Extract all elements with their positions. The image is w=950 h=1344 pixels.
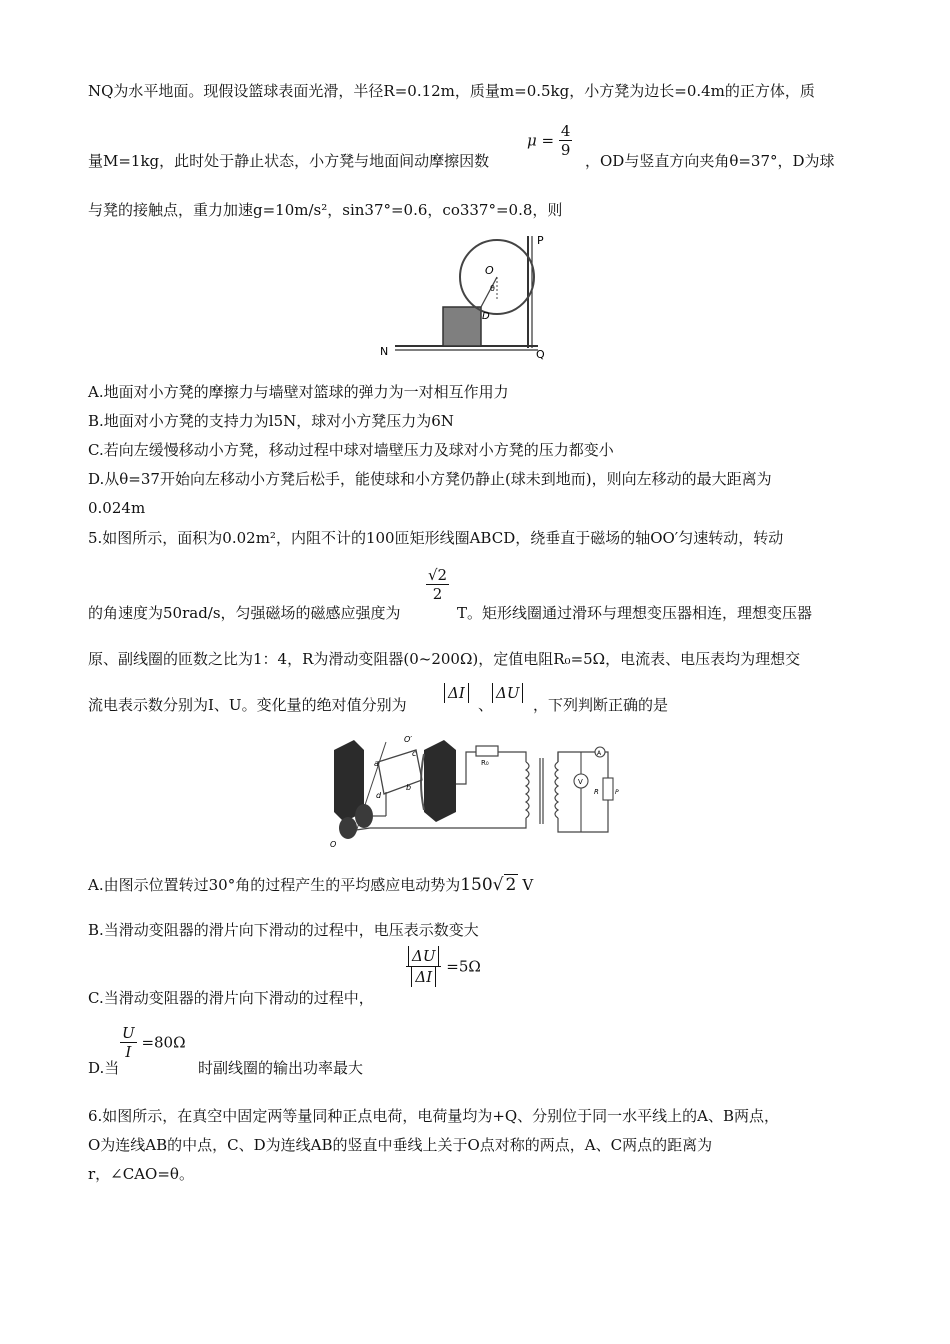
brush-2 <box>356 828 370 830</box>
wire-top <box>456 752 526 784</box>
ui-numerator: U <box>122 1024 135 1042</box>
ratio-numerator: ΔU <box>408 946 439 966</box>
mu-denominator: 9 <box>560 141 571 159</box>
q5-text-line-4b: ，下列判断正确的是 <box>533 696 669 714</box>
ratio-denominator: ΔI <box>411 967 436 987</box>
magnet-right <box>424 740 456 822</box>
q5-option-d-tail: 时副线圈的输出功率最大 <box>198 1059 364 1077</box>
label-ammeter: A <box>597 750 602 757</box>
label-o-bottom: O <box>330 840 337 849</box>
q6-text-line-1: 6.如图所示，在真空中固定两等量同种正点电荷，电荷量均为+Q、分别位于同一水平线上的A、B两点， <box>88 1107 780 1125</box>
mu-symbol: μ = <box>527 131 555 150</box>
b-fraction <box>426 566 449 603</box>
secondary-coil <box>555 762 558 818</box>
label-c: c <box>412 749 417 758</box>
label-d: D <box>482 311 490 322</box>
q5-option-d-text: D.当 <box>88 1059 120 1077</box>
ratio-fraction <box>406 946 441 987</box>
resistor-r0 <box>476 746 498 756</box>
generator-circuit-figure <box>326 732 626 850</box>
label-a: a <box>374 759 379 768</box>
q4-option-d-line-2: 0.024m <box>88 499 146 517</box>
b-denominator: 2 <box>426 584 449 603</box>
label-theta: θ <box>490 284 495 293</box>
slip-ring-2 <box>339 817 357 839</box>
ui-fraction <box>120 1024 137 1061</box>
q5-text-line-2b: T。矩形线圈通过滑环与理想变压器相连，理想变压器 <box>457 604 813 622</box>
mu-numerator: 4 <box>560 122 571 140</box>
ui-denominator: I <box>120 1042 137 1061</box>
q4-option-c: C.若向左缓慢移动小方凳，移动过程中球对墙壁压力及球对小方凳的压力都变小 <box>88 441 614 459</box>
pole-face <box>421 754 424 810</box>
delta-separator: 、 <box>478 696 494 714</box>
q5-text-line-2a: 的角速度为50rad/s，匀强磁场的磁感应强度为 <box>88 604 401 622</box>
q4-text-line-2b: ，OD与竖直方向夹角θ=37°，D为球 <box>585 152 835 170</box>
label-q: Q <box>536 348 545 361</box>
radical-sign: √ <box>492 875 504 895</box>
mu-formula <box>527 122 572 159</box>
label-b: b <box>406 783 412 792</box>
label-p: P <box>537 234 544 247</box>
q5-option-a-text: A.由图示位置转过30°角的过程产生的平均感应电动势为 <box>88 876 461 894</box>
b-formula <box>426 566 449 603</box>
label-voltmeter: V <box>578 778 583 786</box>
q5-option-b: B.当滑动变阻器的滑片向下滑动的过程中，电压表示数变大 <box>88 921 479 939</box>
label-o-top: O′ <box>404 735 413 744</box>
rheostat-r <box>603 778 613 800</box>
q4-text-line-2a: 量M=1kg，此时处于静止状态，小方凳与地面间动摩擦因数 <box>88 152 490 170</box>
q4-option-a: A.地面对小方凳的摩擦力与墙壁对篮球的弹力为一对相互作用力 <box>88 383 509 401</box>
secondary-loop <box>558 752 608 832</box>
stool-block <box>443 307 481 346</box>
mu-fraction <box>559 122 573 159</box>
q4-text-line-1: NQ为水平地面。现假设篮球表面光滑，半径R=0.12m，质量m=0.5kg，小方凳为边长=0.4m的正方体，质 <box>88 82 815 100</box>
ball-stool-figure <box>380 228 560 363</box>
q5-option-d-formula <box>120 1024 186 1061</box>
label-r0: R₀ <box>481 759 489 767</box>
delta-i-expression <box>444 682 469 704</box>
q6-text-line-3: r，∠CAO=θ。 <box>88 1165 194 1183</box>
ratio-equals: =5Ω <box>446 957 481 976</box>
q5-text-line-1: 5.如图所示，面积为0.02m²，内阻不计的100匝矩形线圈ABCD，绕垂直于磁场的轴OO′匀速转动，转动 <box>88 529 784 547</box>
delta-u-expression <box>492 682 523 704</box>
q5-option-a-radicand: 2 <box>505 875 517 895</box>
label-o: O <box>485 264 494 277</box>
q5-option-a <box>88 874 533 896</box>
q5-option-c-text: C.当滑动变阻器的滑片向下滑动的过程中， <box>88 989 374 1007</box>
q5-option-a-unit: V <box>522 876 534 894</box>
wire-bottom <box>370 818 526 828</box>
q4-option-d-line-1: D.从θ=37开始向左移动小方凳后松手，能使球和小方凳仍静止(球未到地而)，则向左移动的最大距离为 <box>88 470 772 488</box>
q5-option-a-value: 150 <box>460 875 493 895</box>
b-numerator: √2 <box>428 566 448 584</box>
label-d-coil: d <box>376 791 382 800</box>
delta-i-abs: ΔI <box>444 683 469 703</box>
q5-text-line-3: 原、副线圈的匝数之比为1：4，R为滑动变阻器(0~200Ω)，定值电阻R₀=5Ω，电流表、电压表均为理想交 <box>88 650 801 668</box>
ui-equals: =80Ω <box>141 1033 186 1052</box>
label-n: N <box>380 345 389 358</box>
slip-ring-1 <box>355 804 373 828</box>
label-r: R <box>594 788 599 796</box>
delta-u-abs: ΔU <box>492 683 523 703</box>
q6-text-line-2: O为连线AB的中点，C、D为连线AB的竖直中垂线上关于O点对称的两点，A、C两点的距离为 <box>88 1136 713 1154</box>
q4-option-b: B.地面对小方凳的支持力为l5N，球对小方凳压力为6N <box>88 412 454 430</box>
label-p-slider: P <box>615 789 619 796</box>
q5-text-line-4a: 流电表示数分别为I、U。变化量的绝对值分别为 <box>88 696 407 714</box>
q4-text-line-3: 与凳的接触点，重力加速g=10m/s²，sin37°=0.6，co337°=0.8，则 <box>88 201 563 219</box>
q5-option-c-formula <box>406 946 481 987</box>
primary-coil <box>526 762 529 818</box>
